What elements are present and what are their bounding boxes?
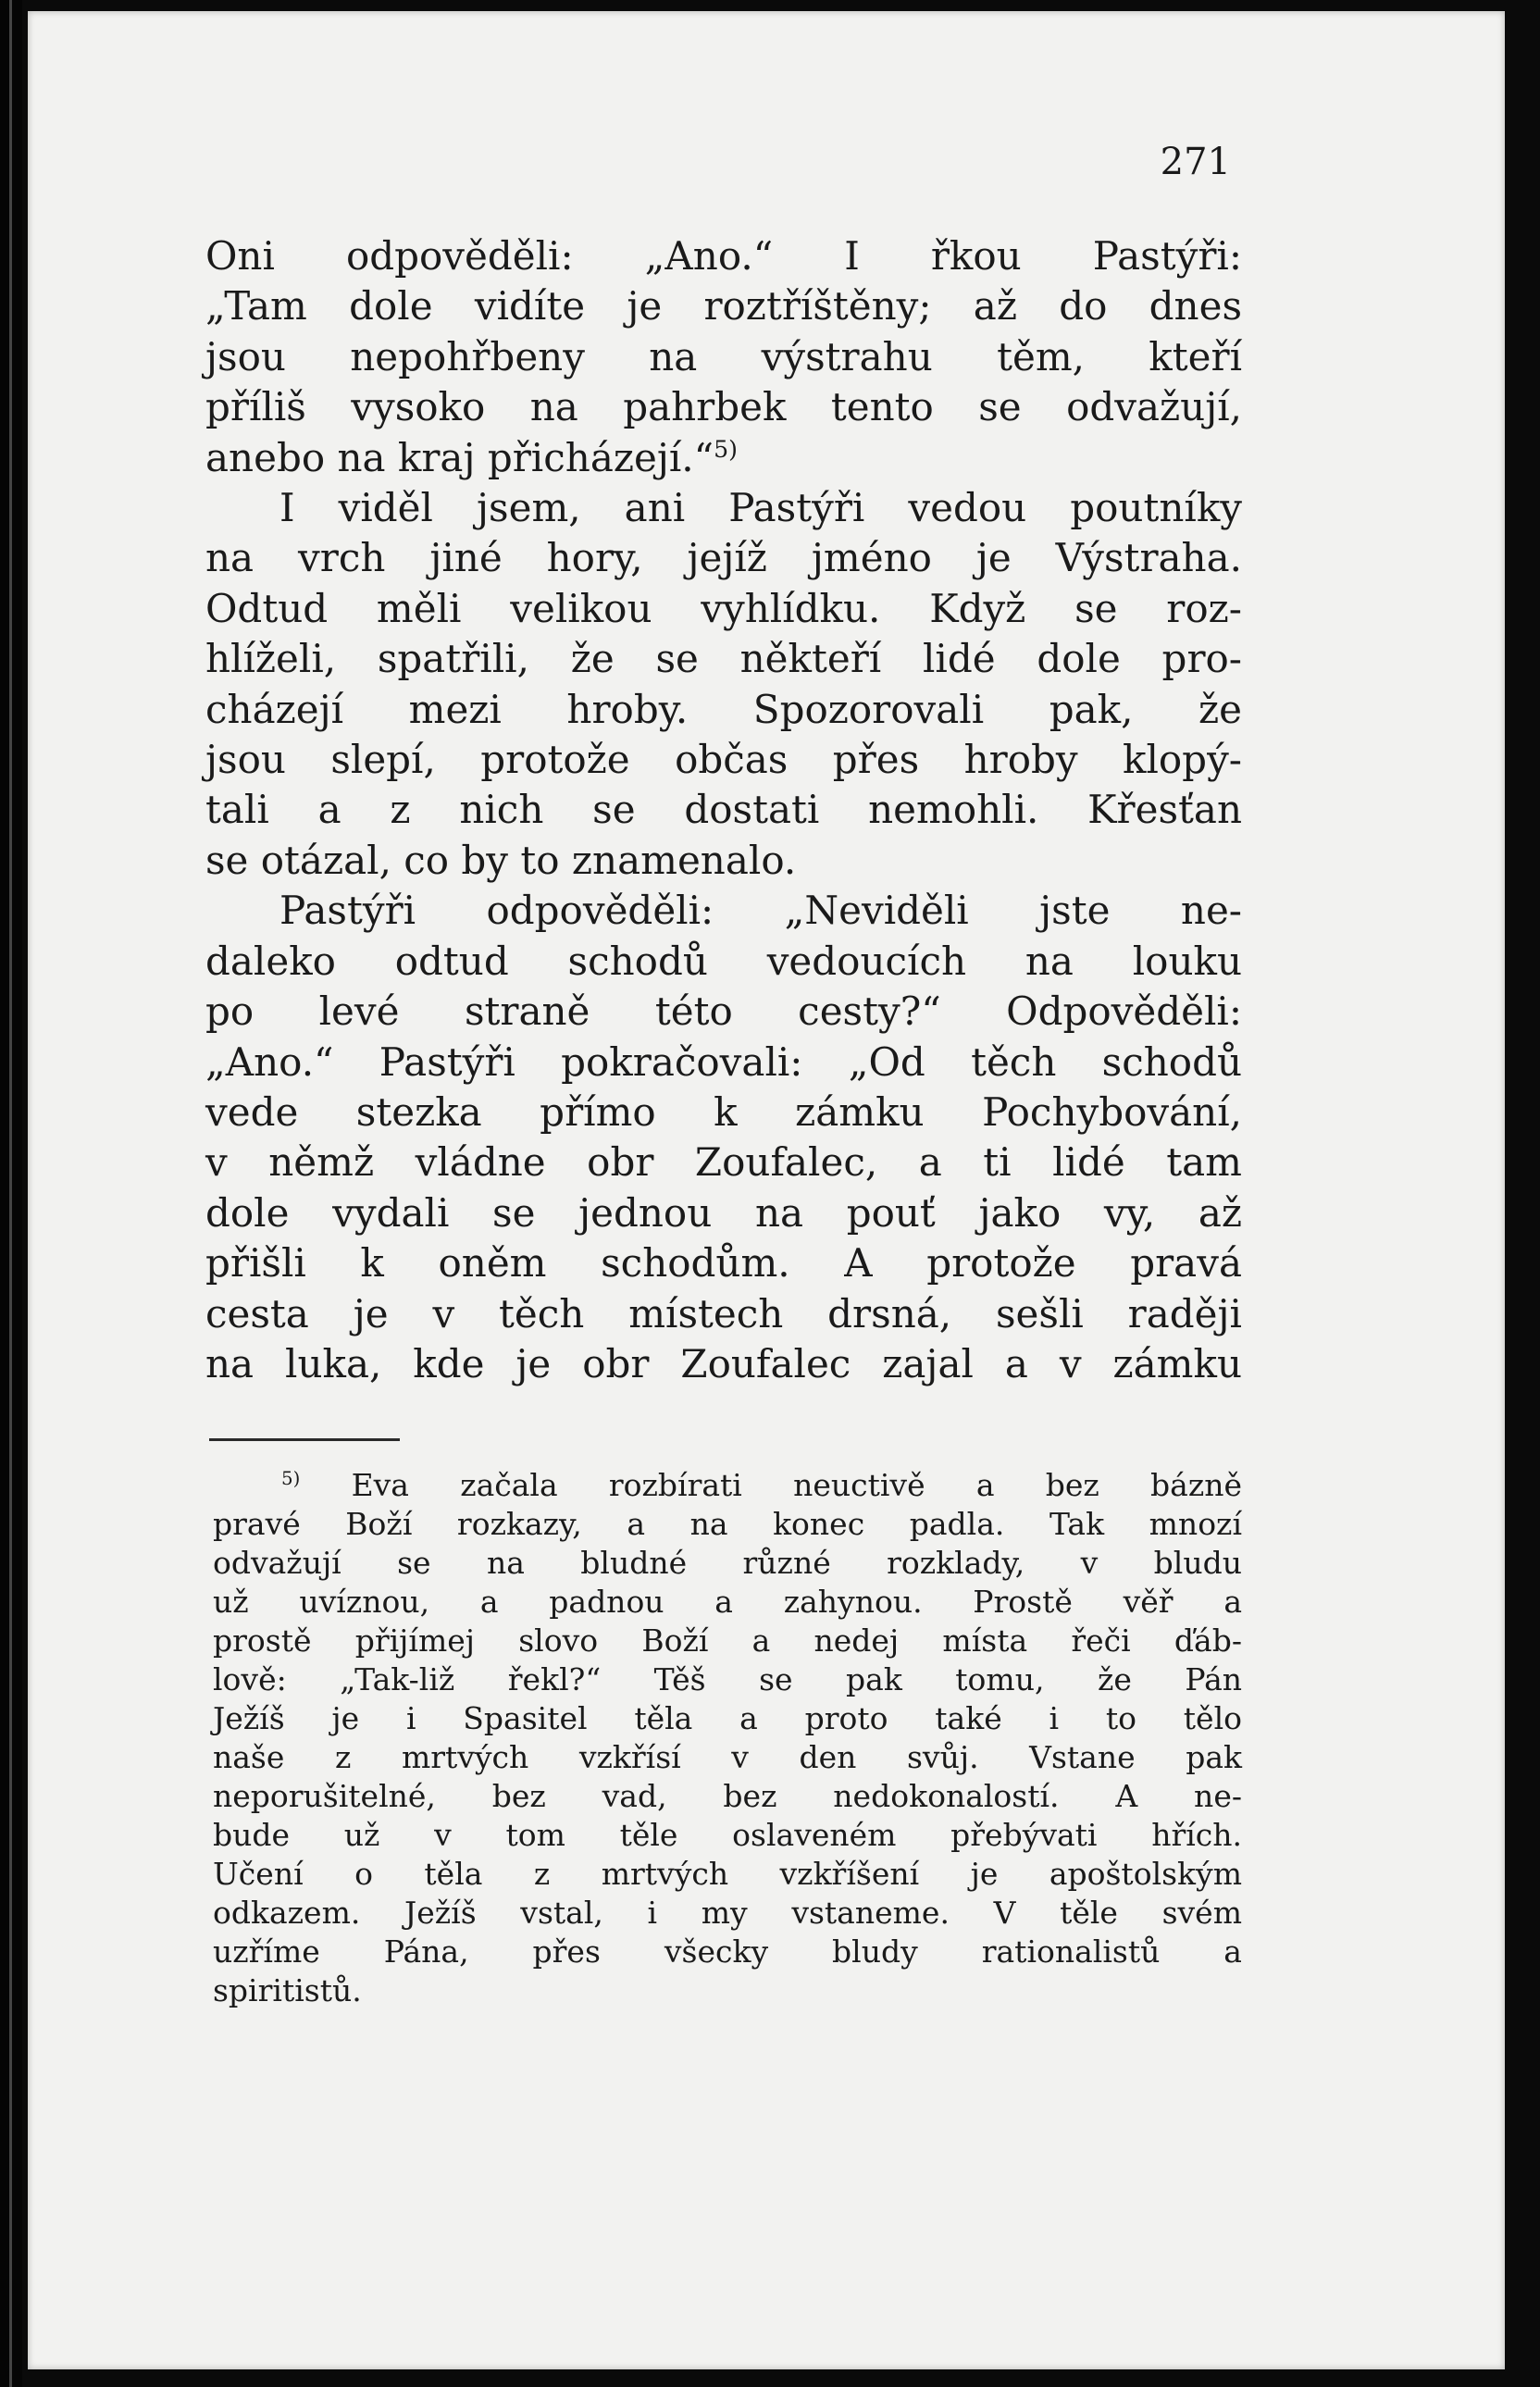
text-line: hlíželi, spatřili, že se někteří lidé dole pro- — [205, 636, 1242, 682]
footnote-line: pravé Boží rozkazy, a na konec padla. Tak mnozí — [213, 1506, 1242, 1542]
text-line: na vrch jiné hory, jejíž jméno je Výstraha. — [205, 535, 1242, 581]
footnote-line: odvažují se na bludné různé rozklady, v bludu — [213, 1545, 1242, 1581]
text-line: „Ano.“ Pastýři pokračovali: „Od těch schodů — [205, 1038, 1242, 1085]
text-line: Oni odpověděli: „Ano.“ I řkou Pastýři: — [205, 233, 1242, 279]
text-line: na luka, kde je obr Zoufalec zajal a v zámku — [205, 1340, 1242, 1386]
text-line: se otázal, co by to znamenalo. — [205, 837, 797, 883]
text-line: I viděl jsem, ani Pastýři vedou poutníky — [279, 485, 1242, 531]
text-line: cesta je v těch místech drsná, sešli raději — [205, 1290, 1242, 1336]
footnote-line: prostě přijímej slovo Boží a nedej místa řeči ďáb- — [213, 1622, 1242, 1659]
footnote-reference: 5) — [714, 435, 738, 463]
footnote-line: Eva začala rozbírati neuctivě a bez bázně — [351, 1467, 1242, 1503]
text-line: tali a z nich se dostati nemohli. Křesťan — [205, 787, 1242, 833]
footnote-line: lově: „Tak-liž řekl?“ Těš se pak tomu, že Pán — [213, 1661, 1242, 1697]
text-line: „Tam dole vidíte je roztříštěny; až do dnes — [205, 283, 1242, 329]
page-number: 271 — [1160, 141, 1231, 183]
book-page — [28, 11, 1505, 2369]
footnote-line: bude už v tom těle oslaveném přebývati hřích. — [213, 1817, 1242, 1853]
main-text — [205, 231, 1242, 1389]
text-line: přišli k oněm schodům. A protože pravá — [205, 1240, 1242, 1287]
text-line: anebo na kraj přicházejí.“ — [205, 434, 714, 480]
footnote-first-line — [213, 1466, 1242, 1505]
footnote-line: Učení o těla z mrtvých vzkříšení je apoštolským — [213, 1856, 1242, 1892]
text-line: daleko odtud schodů vedoucích na louku — [205, 938, 1242, 984]
footnote-line: Ježíš je i Spasitel těla a proto také i to tělo — [213, 1700, 1242, 1736]
footnote-divider — [209, 1438, 400, 1441]
footnote — [213, 1466, 1242, 2010]
text-line: cházejí mezi hroby. Spozorovali pak, že — [205, 686, 1242, 732]
text-line: dole vydali se jednou na pouť jako vy, až — [205, 1189, 1242, 1236]
text-line: Odtud měli velikou vyhlídku. Když se roz- — [205, 585, 1242, 631]
footnote-line: uzříme Pána, přes všecky bludy rationalistů a — [213, 1933, 1242, 1970]
footnote-line: naše z mrtvých vzkřísí v den svůj. Vstane pak — [213, 1739, 1242, 1775]
footnote-marker: 5) — [281, 1468, 301, 1489]
footnote-line: odkazem. Ježíš vstal, i my vstaneme. V těle svém — [213, 1895, 1242, 1931]
text-line: po levé straně této cesty?“ Odpověděli: — [205, 988, 1242, 1035]
text-line: v němž vládne obr Zoufalec, a ti lidé tam — [205, 1139, 1242, 1186]
text-line-with-footnote-ref — [205, 433, 1242, 483]
text-line: jsou slepí, protože občas přes hroby klopý- — [205, 737, 1242, 783]
text-line: příliš vysoko na pahrbek tento se odvažují, — [205, 384, 1242, 430]
footnote-line: spiritistů. — [213, 1972, 362, 2008]
text-line: vede stezka přímo k zámku Pochybování, — [205, 1088, 1242, 1135]
text-line: Pastýři odpověděli: „Neviděli jste ne- — [279, 888, 1242, 934]
text-line: jsou nepohřbeny na výstrahu těm, kteří — [205, 333, 1242, 379]
footnote-line: už uvíznou, a padnou a zahynou. Prostě věř a — [213, 1584, 1242, 1620]
footnote-line: neporušitelné, bez vad, bez nedokonalostí. A ne- — [213, 1778, 1242, 1814]
scan-left-edge — [0, 0, 22, 2387]
